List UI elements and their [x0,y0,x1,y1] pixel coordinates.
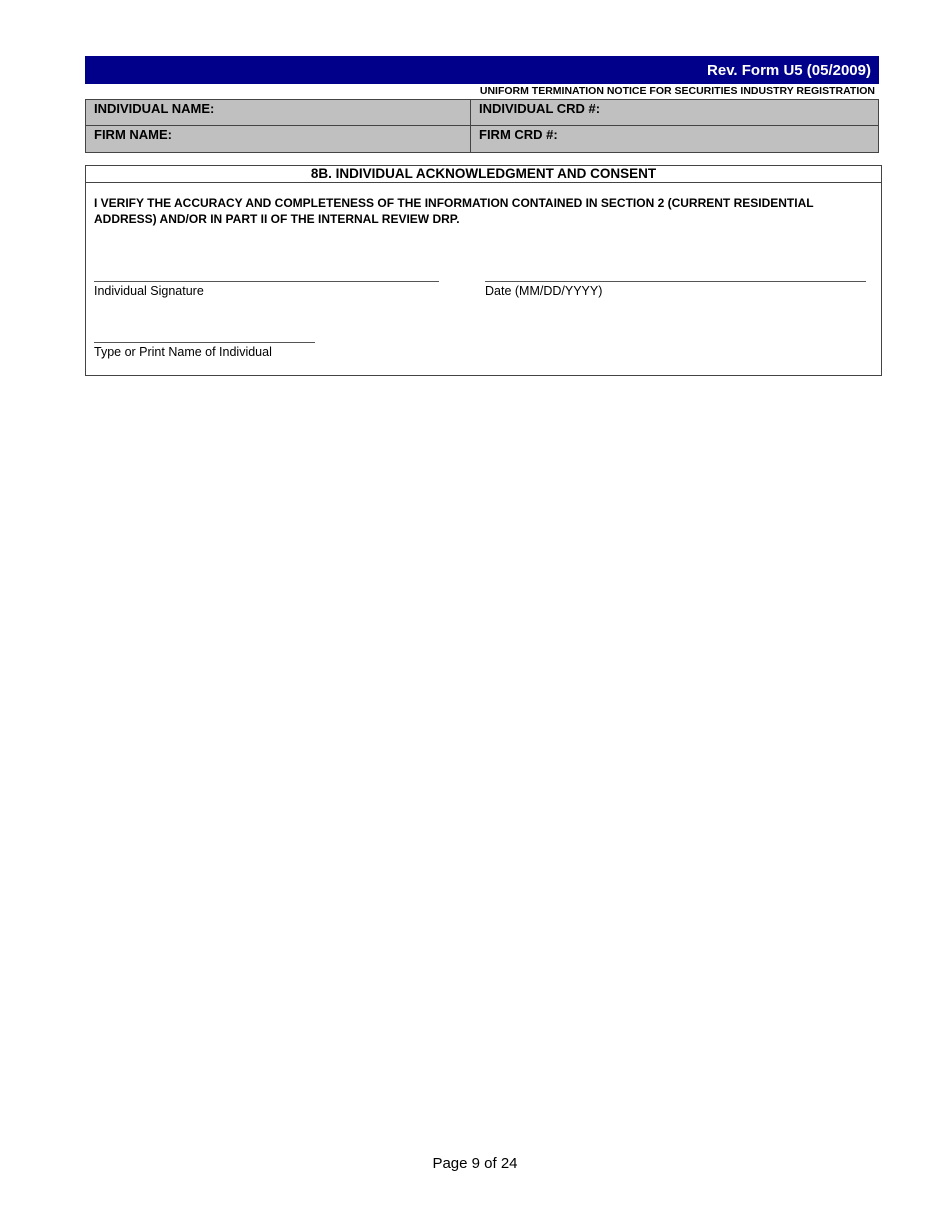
individual-name-field[interactable] [86,100,471,126]
firm-name-label: FIRM NAME: [94,127,172,142]
firm-crd-label: FIRM CRD #: [479,127,558,142]
individual-crd-field[interactable] [471,100,878,126]
print-name-line[interactable] [94,342,315,343]
form-subtitle: UNIFORM TERMINATION NOTICE FOR SECURITIES INDUSTRY REGISTRATION [479,85,875,97]
individual-name-label: INDIVIDUAL NAME: [94,101,215,116]
individual-crd-label: INDIVIDUAL CRD #: [479,101,601,116]
form-title: Rev. Form U5 (05/2009) [707,61,871,79]
date-line[interactable] [485,281,866,282]
verify-statement: I VERIFY THE ACCURACY AND COMPLETENESS OF THE INFORMATION CONTAINED IN SECTION 2 (CURRENT RESIDENTIAL ADDRESS) AND/OR IN PART II OF THE INTERNAL REVIEW DRP. [94,196,814,226]
acknowledgment-section [85,165,882,376]
print-name-label: Type or Print Name of Individual [94,345,272,359]
firm-crd-field[interactable] [471,126,878,152]
date-label: Date (MM/DD/YYYY) [485,284,603,298]
section-title: 8B. INDIVIDUAL ACKNOWLEDGMENT AND CONSENT [86,166,881,183]
firm-name-field[interactable] [86,126,471,152]
signature-label: Individual Signature [94,284,204,298]
page-number: Page 9 of 24 [432,1155,518,1172]
signature-line[interactable] [94,281,439,282]
form-title-banner [85,56,879,84]
identification-grid [85,99,879,153]
